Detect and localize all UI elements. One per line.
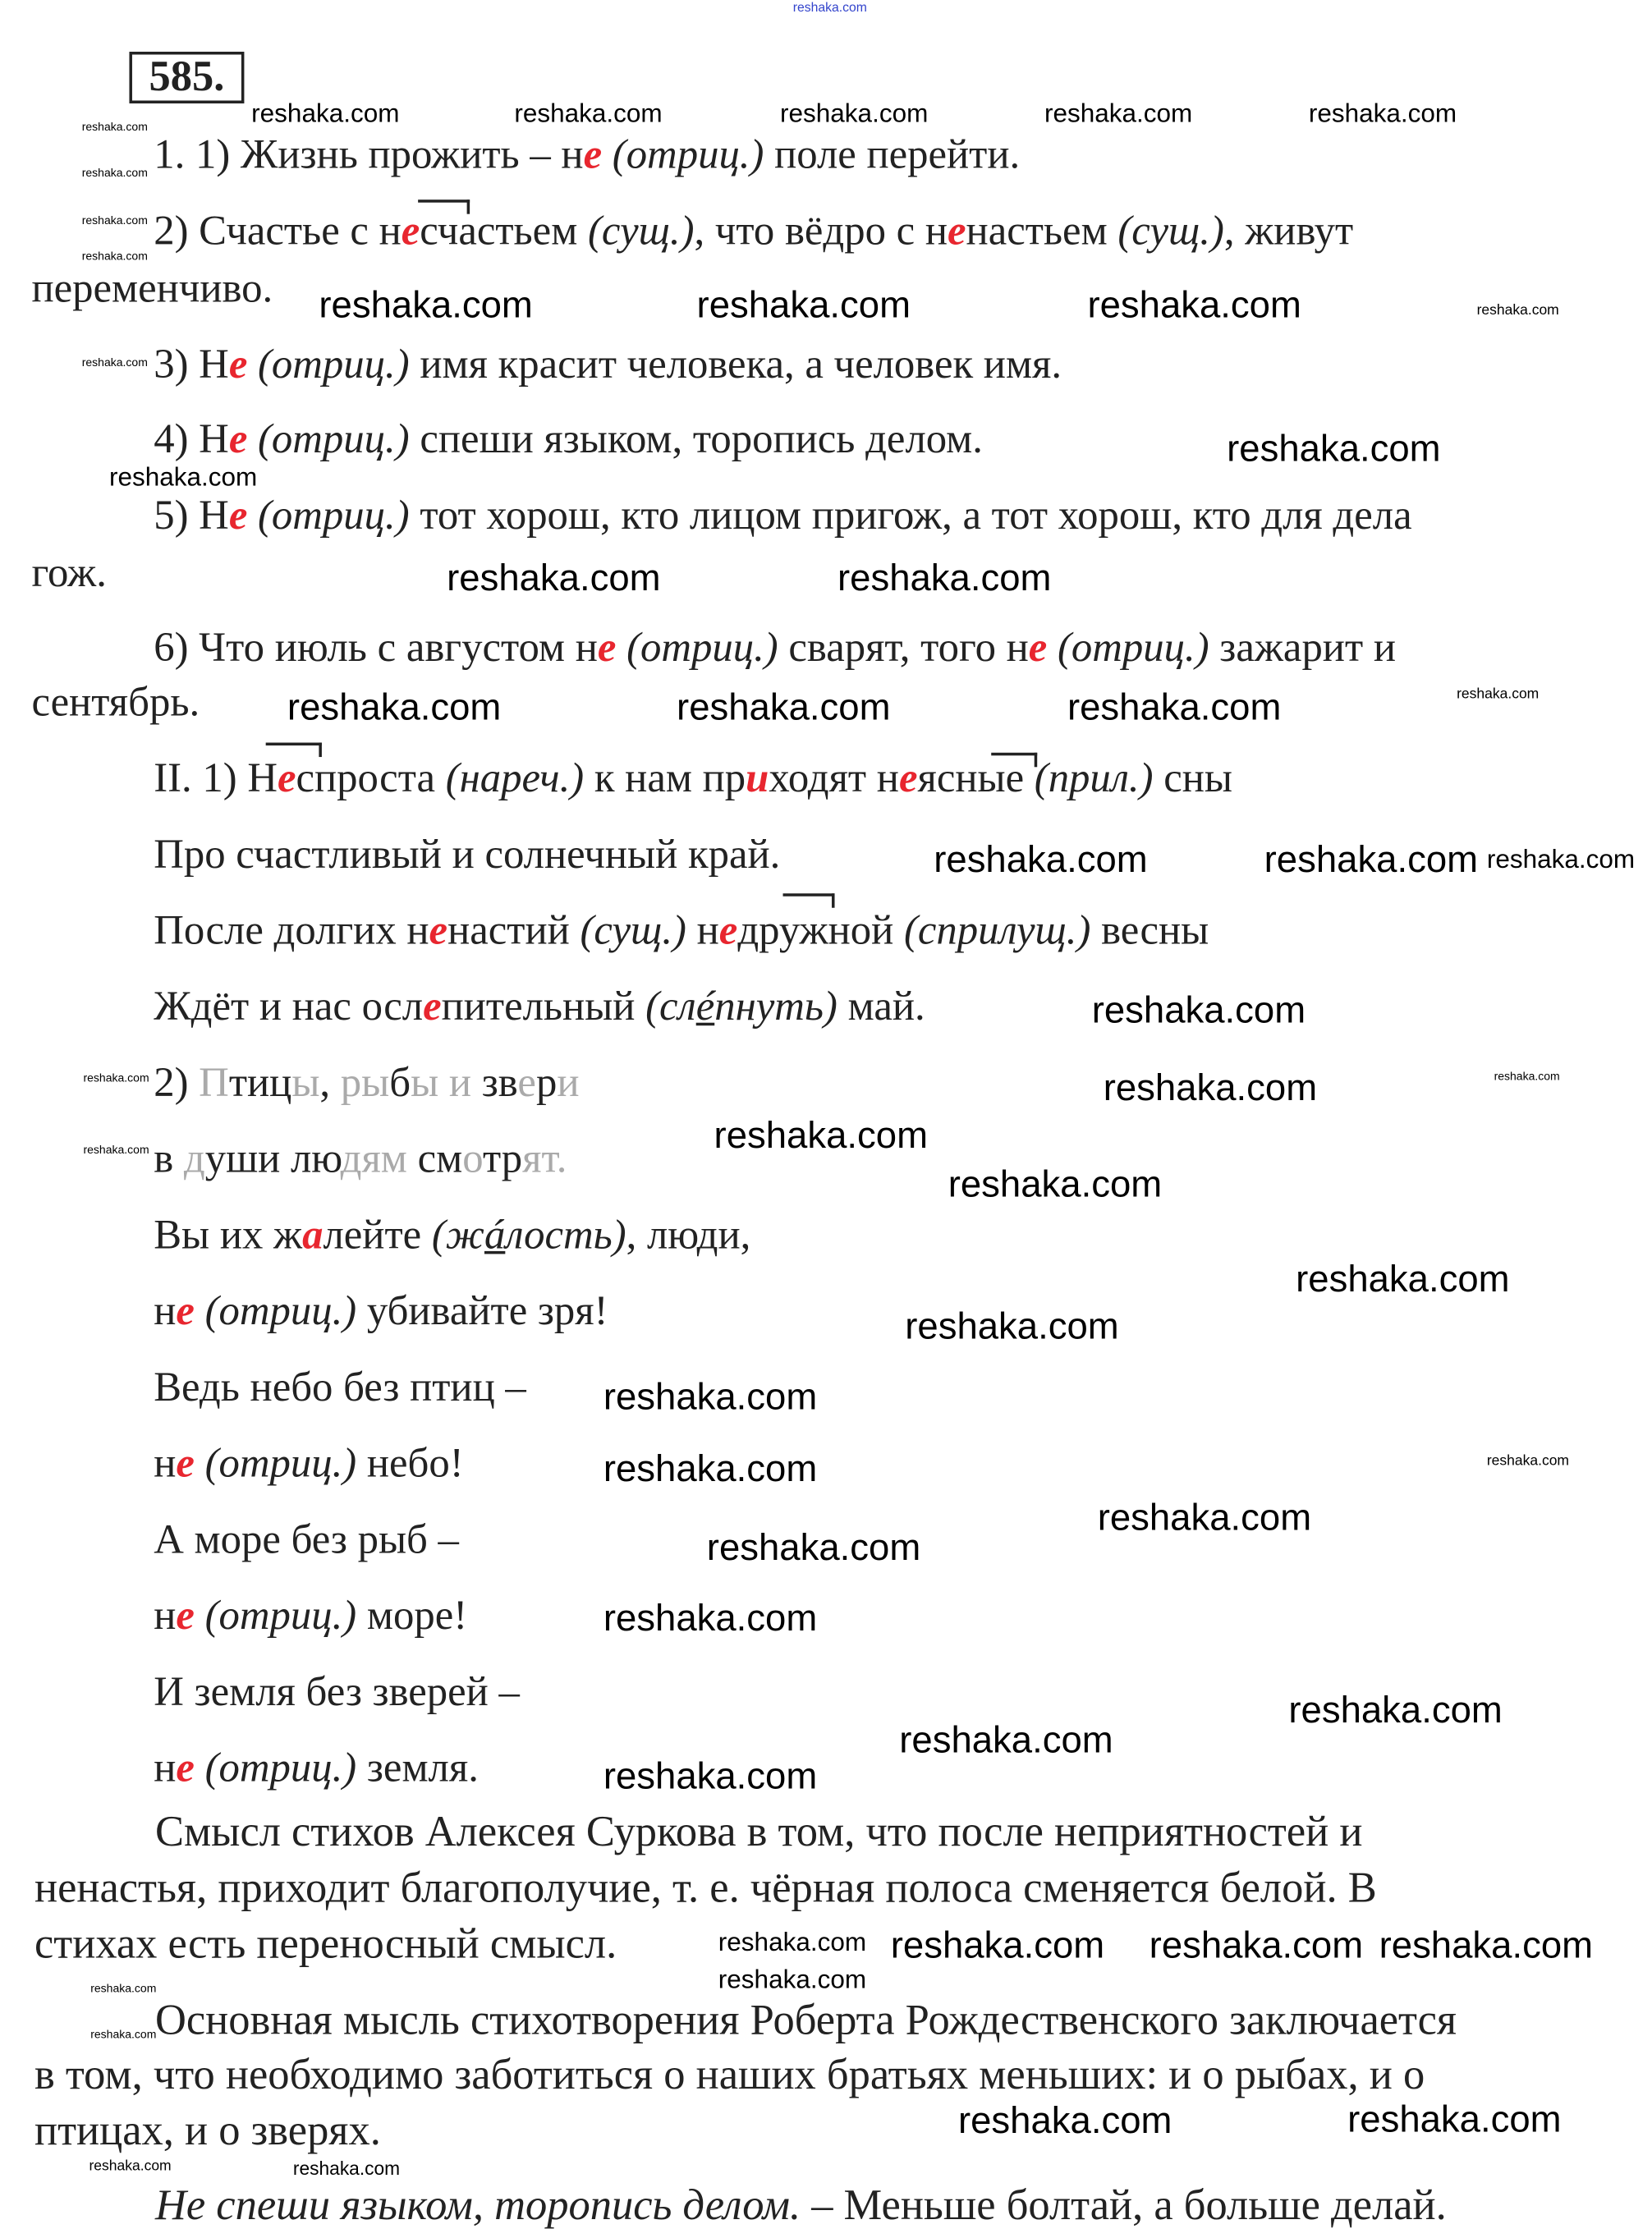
text-line bbox=[154, 1747, 479, 1790]
grammar-note: (отриц.) bbox=[626, 625, 778, 672]
text-segment: н bbox=[154, 1440, 177, 1487]
grammar-note: (нареч.) bbox=[445, 755, 585, 802]
text-segment: имя красит человека, а человек имя. bbox=[409, 342, 1062, 388]
text-segment: , bbox=[319, 1060, 341, 1107]
text-segment: к нам пр bbox=[584, 755, 746, 802]
grammar-note: (отриц.) bbox=[204, 1440, 357, 1487]
grammar-note: (отриц.) bbox=[204, 1593, 357, 1640]
text-line bbox=[154, 1518, 459, 1561]
text-segment: П bbox=[199, 1060, 229, 1107]
text-line bbox=[154, 1366, 526, 1409]
watermark: reshaka.com bbox=[251, 99, 400, 128]
text-segment bbox=[247, 493, 258, 539]
text-segment: переменчиво. bbox=[31, 265, 273, 312]
text-segment: Основная мысль стихотворения Роберта Рождественского заключается bbox=[154, 1996, 1457, 2044]
text-segment: н bbox=[154, 1288, 177, 1335]
grammar-note: пнуть) bbox=[714, 984, 837, 1030]
text-segment: сентябрь. bbox=[31, 679, 200, 726]
text-line bbox=[34, 1920, 617, 1968]
text-segment bbox=[1047, 625, 1058, 671]
text-segment: А море без рыб – bbox=[154, 1516, 459, 1563]
text-segment: ы bbox=[411, 1060, 439, 1107]
watermark: reshaka.com bbox=[81, 166, 148, 180]
text-line bbox=[154, 757, 1232, 800]
watermark: reshaka.com bbox=[603, 1374, 818, 1418]
grammar-note: (ж bbox=[431, 1212, 484, 1259]
watermark: reshaka.com bbox=[1097, 1495, 1312, 1539]
text-segment bbox=[195, 1441, 205, 1487]
grammar-note: (отриц.) bbox=[258, 342, 410, 388]
highlighted-letter: е bbox=[597, 625, 617, 672]
watermark: reshaka.com bbox=[1296, 1256, 1510, 1300]
watermark: reshaka.com bbox=[837, 556, 1052, 599]
text-segment: Про счастливый и солнечный край. bbox=[154, 832, 781, 878]
highlighted-letter: и bbox=[746, 755, 769, 802]
watermark: reshaka.com bbox=[905, 1304, 1119, 1348]
watermark: reshaka.com bbox=[1308, 99, 1457, 128]
highlighted-letter: а bbox=[302, 1212, 324, 1259]
text-line bbox=[154, 1669, 520, 1716]
watermark: reshaka.com bbox=[890, 1923, 1105, 1967]
text-segment: птицах, и о зверях. bbox=[34, 2107, 381, 2155]
watermark: reshaka.com bbox=[81, 355, 148, 369]
watermark: reshaka.com bbox=[603, 1754, 818, 1797]
exercise-number: 585. bbox=[129, 52, 244, 103]
text-line bbox=[154, 2181, 1447, 2230]
watermark: reshaka.com bbox=[90, 2028, 157, 2042]
highlighted-letter: е bbox=[948, 208, 966, 255]
text-segment: Ждёт и нас осл bbox=[154, 984, 424, 1030]
watermark: reshaka.com bbox=[319, 282, 533, 327]
text-segment: ры bbox=[340, 1060, 390, 1107]
text-segment: дям bbox=[340, 1135, 407, 1182]
watermark: reshaka.com bbox=[1067, 685, 1282, 729]
text-segment: стихах есть переносный смысл. bbox=[34, 1920, 617, 1968]
grammar-note: Не спеши языком, торопись делом. bbox=[154, 2181, 801, 2230]
text-segment: май. bbox=[837, 984, 925, 1030]
highlighted-letter: е bbox=[1028, 625, 1048, 672]
text-segment: н bbox=[154, 1745, 177, 1791]
watermark: reshaka.com bbox=[287, 685, 502, 729]
watermark: reshaka.com bbox=[696, 282, 911, 327]
text-segment: , что вёдро с н bbox=[694, 208, 948, 255]
text-line bbox=[154, 833, 780, 876]
watermark: reshaka.com bbox=[1457, 686, 1540, 703]
watermark: reshaka.com bbox=[514, 99, 663, 128]
watermark: reshaka.com bbox=[1227, 426, 1441, 470]
highlighted-letter: е bbox=[176, 1593, 195, 1640]
text-segment: спеши языком, торопись делом. bbox=[409, 416, 983, 463]
watermark: reshaka.com bbox=[89, 2158, 172, 2175]
text-line bbox=[154, 494, 1411, 537]
watermark: reshaka.com bbox=[1486, 1453, 1570, 1470]
watermark: reshaka.com bbox=[1044, 99, 1193, 128]
text-segment bbox=[616, 625, 626, 671]
text-segment: II. 1) Н bbox=[154, 755, 278, 802]
text-segment: море! bbox=[356, 1593, 468, 1640]
text-segment: , живут bbox=[1223, 208, 1354, 255]
grammar-note: (сущ.) bbox=[1117, 208, 1224, 255]
watermark: reshaka.com bbox=[90, 1982, 157, 1996]
highlighted-letter: е bbox=[228, 493, 248, 539]
watermark: reshaka.com bbox=[1149, 1923, 1364, 1967]
watermark: reshaka.com bbox=[1087, 282, 1301, 327]
text-segment: спроста bbox=[296, 755, 446, 802]
watermark: reshaka.com bbox=[81, 213, 148, 227]
text-segment: д bbox=[183, 1135, 205, 1182]
highlighted-letter: е bbox=[176, 1745, 195, 1791]
text-segment: и bbox=[438, 1060, 472, 1107]
text-line bbox=[154, 1060, 580, 1107]
watermark: reshaka.com bbox=[1103, 1066, 1318, 1109]
grammar-note: (сущ.) bbox=[580, 907, 686, 954]
text-segment: см bbox=[406, 1135, 463, 1182]
text-segment: настий bbox=[447, 907, 580, 954]
grammar-note: (отриц.) bbox=[258, 416, 410, 463]
highlighted-letter: е bbox=[176, 1288, 195, 1335]
highlighted-letter: е bbox=[583, 131, 603, 178]
watermark: reshaka.com bbox=[1379, 1923, 1594, 1967]
text-segment: ненастья, приходит благополучие, т. е. чёрная полоса сменяется белой. В bbox=[34, 1864, 1377, 1912]
text-line bbox=[154, 625, 1396, 672]
text-line bbox=[154, 1808, 1363, 1856]
text-segment bbox=[195, 1593, 205, 1639]
text-line bbox=[31, 267, 273, 310]
text-segment: в том, что необходимо заботиться о наших братьях меньших: и о рыбах, и о bbox=[34, 2051, 1425, 2099]
grammar-note: (прил.) bbox=[1034, 755, 1154, 802]
watermark: reshaka.com bbox=[292, 2157, 401, 2180]
text-segment: поле перейти. bbox=[764, 131, 1021, 178]
text-segment: б bbox=[389, 1060, 411, 1107]
text-segment: сны bbox=[1153, 755, 1232, 802]
text-segment: Ведь небо без птиц – bbox=[154, 1364, 526, 1411]
text-segment bbox=[247, 416, 258, 462]
text-line bbox=[154, 208, 1354, 255]
watermark: reshaka.com bbox=[1476, 303, 1559, 319]
watermark: reshaka.com bbox=[1091, 988, 1306, 1032]
highlighted-letter: е bbox=[228, 342, 248, 388]
text-line bbox=[154, 1288, 608, 1335]
text-segment: зажарит и bbox=[1209, 625, 1396, 672]
text-line bbox=[154, 985, 925, 1028]
text-segment: Смысл стихов Алексея Суркова в том, что после неприятностей и bbox=[154, 1808, 1363, 1856]
text-segment: и bbox=[557, 1060, 580, 1107]
text-line bbox=[31, 550, 107, 597]
text-segment bbox=[195, 1745, 205, 1791]
watermark: reshaka.com bbox=[780, 99, 929, 128]
grammar-note: (отриц.) bbox=[258, 493, 410, 539]
watermark: reshaka.com bbox=[899, 1717, 1113, 1762]
watermark: reshaka.com bbox=[677, 685, 891, 729]
text-segment: небо! bbox=[356, 1440, 464, 1487]
prefix-mark bbox=[783, 893, 835, 907]
text-line bbox=[34, 1864, 1377, 1912]
text-segment: о bbox=[462, 1135, 483, 1182]
grammar-note: (отриц.) bbox=[204, 1288, 357, 1335]
text-segment: 6) Что июль с августом н bbox=[154, 625, 598, 672]
text-segment: счастьем bbox=[420, 208, 588, 255]
watermark: reshaka.com bbox=[706, 1525, 921, 1569]
text-segment: уши лю bbox=[204, 1135, 341, 1182]
text-line bbox=[31, 679, 200, 726]
grammar-note: (сл bbox=[645, 984, 696, 1030]
text-line bbox=[154, 1212, 751, 1259]
text-segment: зв bbox=[471, 1060, 518, 1107]
highlighted-letter: е bbox=[401, 208, 420, 255]
text-segment: земля. bbox=[356, 1745, 479, 1791]
text-segment: ят. bbox=[522, 1135, 567, 1182]
watermark: reshaka.com bbox=[603, 1446, 818, 1490]
watermark: reshaka.com bbox=[934, 837, 1148, 881]
text-segment: гож. bbox=[31, 550, 107, 597]
text-segment: 4) Н bbox=[154, 416, 229, 463]
text-segment: е bbox=[517, 1060, 536, 1107]
watermark: reshaka.com bbox=[1288, 1687, 1503, 1731]
watermark: reshaka.com bbox=[83, 1143, 149, 1157]
highlighted-letter: е bbox=[423, 984, 442, 1030]
watermark-top: reshaka.com bbox=[792, 0, 867, 15]
text-segment: 2) bbox=[154, 1060, 200, 1107]
watermark: reshaka.com bbox=[714, 1112, 928, 1157]
highlighted-letter: е bbox=[277, 755, 296, 802]
grammar-note: (отриц.) bbox=[1058, 625, 1209, 672]
text-segment: весны bbox=[1090, 907, 1209, 954]
text-segment bbox=[247, 342, 258, 388]
grammar-note: (сущ.) bbox=[587, 208, 695, 255]
watermark: reshaka.com bbox=[718, 1965, 867, 1994]
text-segment: тот хорош, кто лицом пригож, а тот хорош, кто для дела bbox=[409, 493, 1412, 539]
text-segment: настьем bbox=[966, 208, 1118, 255]
grammar-note: лость) bbox=[505, 1212, 626, 1259]
prefix-mark bbox=[418, 199, 470, 213]
watermark: reshaka.com bbox=[948, 1162, 1163, 1205]
text-segment: 2) Счастье с н bbox=[154, 208, 402, 255]
text-line bbox=[154, 1593, 468, 1640]
watermark: reshaka.com bbox=[718, 1927, 867, 1956]
text-segment: лейте bbox=[323, 1212, 432, 1259]
grammar-note: (сприлущ.) bbox=[903, 907, 1091, 954]
watermark: reshaka.com bbox=[83, 1071, 149, 1085]
text-segment: н bbox=[686, 907, 719, 954]
watermark: reshaka.com bbox=[1264, 837, 1479, 881]
text-line bbox=[154, 343, 1062, 386]
highlighted-letter: е bbox=[228, 416, 248, 463]
highlighted-letter: е bbox=[176, 1440, 195, 1487]
highlighted-letter: е bbox=[898, 755, 918, 802]
text-segment: После долгих н bbox=[154, 907, 429, 954]
text-segment: 3) Н bbox=[154, 342, 229, 388]
text-segment: тр bbox=[482, 1135, 523, 1182]
grammar-note: (отриц.) bbox=[612, 131, 764, 178]
text-segment: в bbox=[154, 1135, 184, 1182]
text-segment: тиц bbox=[228, 1060, 292, 1107]
watermark: reshaka.com bbox=[81, 250, 148, 264]
text-line bbox=[154, 131, 1021, 178]
text-line bbox=[154, 1135, 567, 1182]
text-segment: ясные bbox=[917, 755, 1035, 802]
watermark: reshaka.com bbox=[1494, 1070, 1560, 1084]
text-segment: ходят н bbox=[769, 755, 899, 802]
text-segment: дружной bbox=[737, 907, 904, 954]
highlighted-letter: е bbox=[718, 907, 738, 954]
text-segment: убивайте зря! bbox=[356, 1288, 608, 1335]
watermark: reshaka.com bbox=[81, 120, 148, 134]
text-segment: Вы их ж bbox=[154, 1212, 303, 1259]
text-line bbox=[34, 2051, 1425, 2099]
watermark: reshaka.com bbox=[1347, 2097, 1562, 2140]
text-segment: , люди, bbox=[626, 1212, 751, 1259]
watermark: reshaka.com bbox=[108, 462, 258, 492]
text-line bbox=[154, 1996, 1457, 2044]
text-segment: р bbox=[535, 1060, 558, 1107]
highlighted-letter: е bbox=[429, 907, 448, 954]
stressed-letter: á bbox=[484, 1212, 506, 1259]
text-segment bbox=[195, 1288, 205, 1334]
text-line bbox=[154, 418, 983, 461]
text-segment: 1. 1) Жизнь прожить – н bbox=[154, 131, 584, 178]
text-segment: И земля без зверей – bbox=[154, 1669, 520, 1716]
prefix-mark bbox=[991, 753, 1037, 767]
text-segment: н bbox=[154, 1593, 177, 1640]
text-line bbox=[34, 2107, 381, 2155]
text-segment: сварят, того н bbox=[778, 625, 1029, 672]
prefix-mark bbox=[266, 743, 322, 757]
text-segment: 5) Н bbox=[154, 493, 229, 539]
text-line bbox=[154, 1442, 463, 1485]
text-segment: – Меньше болтай, а больше делай. bbox=[801, 2181, 1447, 2230]
stressed-letter: é bbox=[695, 984, 715, 1030]
watermark: reshaka.com bbox=[447, 556, 661, 599]
text-segment: пительный bbox=[441, 984, 646, 1030]
watermark: reshaka.com bbox=[957, 2098, 1172, 2142]
text-segment: ы bbox=[291, 1060, 320, 1107]
watermark: reshaka.com bbox=[603, 1595, 818, 1640]
grammar-note: (отриц.) bbox=[204, 1745, 357, 1791]
watermark: reshaka.com bbox=[1486, 844, 1636, 874]
text-line bbox=[154, 909, 1209, 952]
text-segment bbox=[602, 132, 613, 178]
